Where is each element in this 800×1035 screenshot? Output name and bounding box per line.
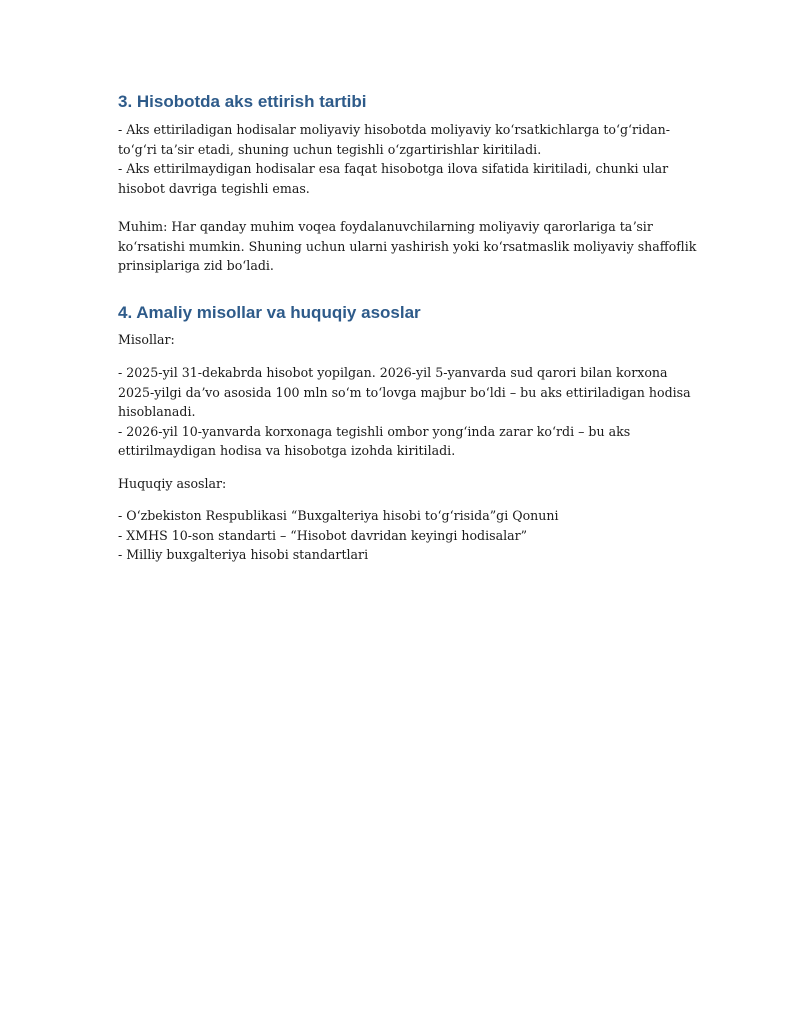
text-line: 2025-yilgi daʼvo asosida 100 mln soʻm toʻlovga majbur boʻldi – bu aks ettiriladigan hodisa <box>118 384 691 400</box>
list-item: - Oʻzbekiston Respublikasi “Buxgalteriya hisobi toʻgʻrisida”gi Qonuni <box>118 508 559 523</box>
examples-paragraph <box>118 363 691 461</box>
text-line: prinsiplariga zid boʻladi. <box>118 258 274 273</box>
section-3-note <box>118 217 696 276</box>
list-item: - Milliy buxgalteriya hisobi standartlari <box>118 547 369 562</box>
text-line: hisobot davriga tegishli emas. <box>118 180 310 196</box>
text-line: koʻrsatishi mumkin. Shuning uchun ularni yashirish yoki koʻrsatmaslik moliyaviy shaffoflik <box>118 238 697 254</box>
text-line: ettirilmaydigan hodisa va hisobotga izohda kiritiladi. <box>118 443 456 458</box>
examples-label-block <box>118 330 175 350</box>
section-3-heading: 3. Hisobotda aks ettirish tartibi <box>118 92 367 111</box>
text-line: - 2025-yil 31-dekabrda hisobot yopilgan. 2026-yil 5-yanvarda sud qarori bilan korxona <box>118 365 668 380</box>
legal-list <box>118 506 559 565</box>
list-item: - XMHS 10-son standarti – “Hisobot davridan keyingi hodisalar” <box>118 527 528 543</box>
text-line: hisoblanadi. <box>118 404 196 419</box>
text-line: toʻgʻri taʼsir etadi, shuning uchun tegishli oʻzgartirishlar kiritiladi. <box>118 141 542 157</box>
text-line: - Aks ettirilmaydigan hodisalar esa faqat hisobotga ilova sifatida kiritiladi, chunki ular <box>118 161 669 176</box>
section-3-paragraph <box>118 120 670 198</box>
section-4-heading: 4. Amaliy misollar va huquqiy asoslar <box>118 303 421 322</box>
legal-label-block <box>118 474 226 494</box>
text-line: Muhim: Har qanday muhim voqea foydalanuvchilarning moliyaviy qarorlariga taʼsir <box>118 219 653 234</box>
legal-label: Huquqiy asoslar: <box>118 476 227 491</box>
examples-label: Misollar: <box>118 332 175 347</box>
text-line: - Aks ettiriladigan hodisalar moliyaviy hisobotda moliyaviy koʻrsatkichlarga toʻgʻridan- <box>118 122 671 137</box>
text-line: - 2026-yil 10-yanvarda korxonaga tegishli ombor yongʻinda zarar koʻrdi – bu aks <box>118 423 631 439</box>
